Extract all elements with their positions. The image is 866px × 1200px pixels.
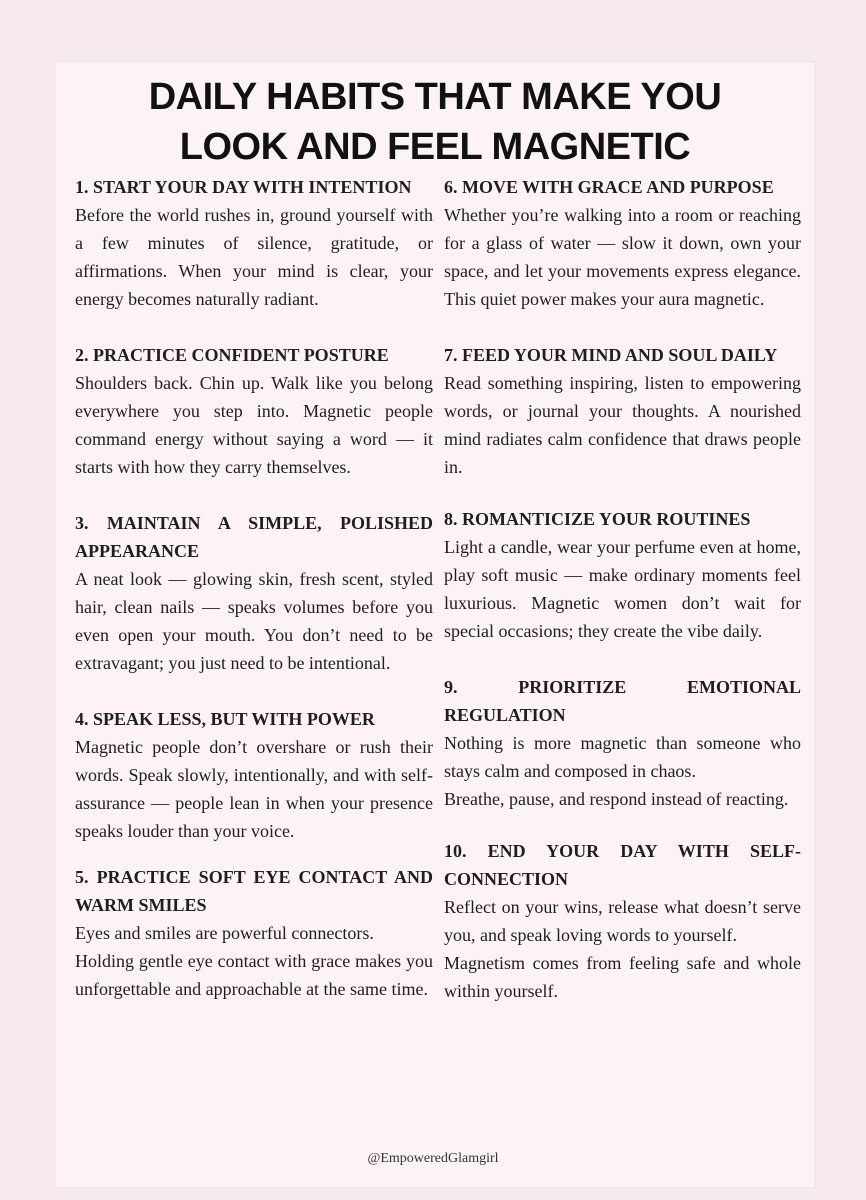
left-column	[75, 173, 433, 1003]
habit-1-body: Before the world rushes in, ground yourself with a few minutes of silence, gratitude, or affirmations. When your mind is clear, your energy becomes naturally radiant.	[75, 205, 433, 309]
author-handle: @EmpoweredGlamgirl	[367, 1151, 499, 1166]
habit-1	[75, 173, 433, 313]
habit-5-body-2: Holding gentle eye contact with grace makes you unforgettable and approachable at the same time.	[75, 951, 433, 999]
habit-2	[75, 341, 433, 481]
title-line-1: DAILY HABITS THAT MAKE YOU	[148, 76, 722, 118]
habit-9-body-1: Nothing is more magnetic than someone who stays calm and composed in chaos.	[444, 733, 801, 781]
habit-7	[444, 341, 801, 481]
habit-8-title: 8. ROMANTICIZE YOUR ROUTINES	[444, 509, 751, 529]
habit-4-body: Magnetic people don’t overshare or rush their words. Speak slowly, intentionally, and with self-assurance — people lean in when your presence speaks louder than your voice.	[75, 737, 433, 841]
habit-7-body: Read something inspiring, listen to empowering words, or journal your thoughts. A nourished mind radiates calm confidence that draws people in.	[444, 373, 801, 477]
title-line-2: LOOK AND FEEL MAGNETIC	[179, 126, 691, 168]
habit-4-title: 4. SPEAK LESS, BUT WITH POWER	[75, 709, 375, 729]
habit-9-title: 9. PRIORITIZE EMOTIONAL REGULATION	[444, 677, 801, 725]
habit-10-body-2: Magnetism comes from feeling safe and whole within yourself.	[444, 953, 801, 1001]
habit-7-title: 7. FEED YOUR MIND AND SOUL DAILY	[444, 345, 778, 365]
habit-5-title: 5. PRACTICE SOFT EYE CONTACT AND WARM SMILES	[75, 867, 433, 915]
habit-9	[444, 673, 801, 813]
habit-2-body: Shoulders back. Chin up. Walk like you belong everywhere you step into. Magnetic people command energy without saying a word — it starts with how they carry themselves.	[75, 373, 433, 477]
habit-8-body: Light a candle, wear your perfume even at home, play soft music — make ordinary moments feel luxurious. Magnetic women don’t wait for special occasions; they create the vibe daily.	[444, 537, 801, 641]
habit-3-body: A neat look — glowing skin, fresh scent, styled hair, clean nails — speaks volumes before you even open your mouth. You don’t need to be extravagant; you just need to be intentional.	[75, 569, 433, 673]
habit-8	[444, 505, 801, 645]
page-title	[55, 72, 815, 172]
habit-4	[75, 705, 433, 845]
habit-3-title: 3. MAINTAIN A SIMPLE, POLISHED APPEARANCE	[75, 513, 433, 561]
habit-1-title: 1. START YOUR DAY WITH INTENTION	[75, 177, 412, 197]
habit-9-body-2: Breathe, pause, and respond instead of reacting.	[444, 789, 789, 809]
habit-10-title: 10. END YOUR DAY WITH SELF-CONNECTION	[444, 841, 801, 889]
habit-6	[444, 173, 801, 313]
habit-2-title: 2. PRACTICE CONFIDENT POSTURE	[75, 345, 389, 365]
habit-3	[75, 509, 433, 677]
habit-10-body-1: Reflect on your wins, release what doesn’t serve you, and speak loving words to yourself.	[444, 897, 801, 945]
habit-5	[75, 863, 433, 1003]
habit-5-body-1: Eyes and smiles are powerful connectors.	[75, 923, 374, 943]
habit-6-title: 6. MOVE WITH GRACE AND PURPOSE	[444, 177, 774, 197]
habit-10	[444, 837, 801, 1005]
habit-6-body: Whether you’re walking into a room or reaching for a glass of water — slow it down, own your space, and let your movements express elegance. This quiet power makes your aura magnetic.	[444, 205, 801, 309]
right-column	[444, 173, 801, 1005]
